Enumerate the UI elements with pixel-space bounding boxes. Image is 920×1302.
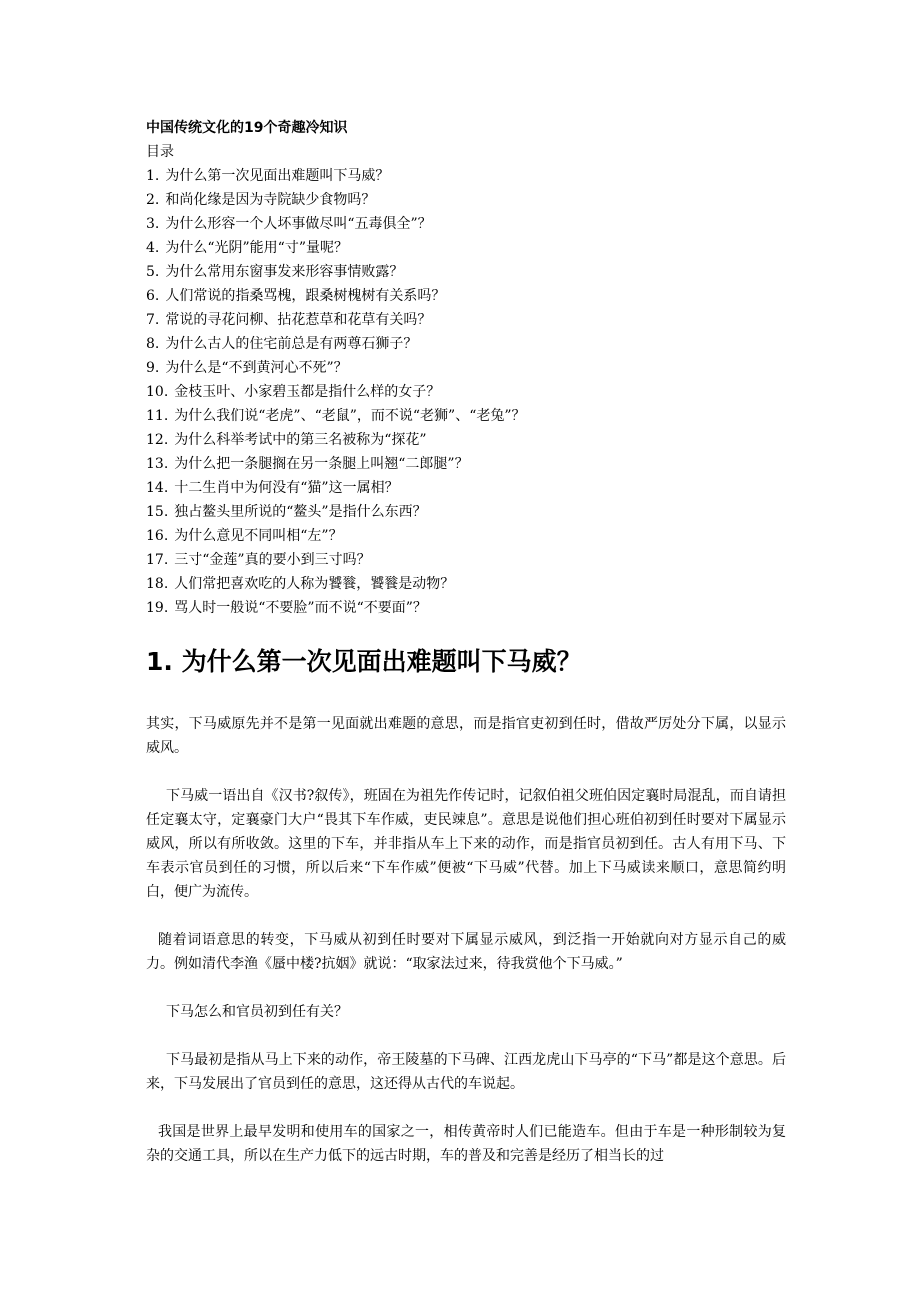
toc-item [146, 428, 786, 452]
toc-item-number: 2. [146, 192, 160, 208]
body-paragraph: 随着词语意思的转变，下马威从初到任时要对下属显示威风，到泛指一开始就向对方显示自己的威力。例如清代李渔《蜃中楼?抗姻》就说：“取家法过来，待我赏他个下马威。” [146, 932, 786, 972]
toc-item-number: 1. [146, 168, 160, 184]
document-content [146, 116, 786, 1192]
toc-item [146, 188, 786, 212]
toc-item-number: 18. [146, 576, 169, 592]
toc-item-text: 为什么“光阴”能用“寸”量呢？ [165, 240, 348, 256]
toc-item [146, 572, 786, 596]
toc-item-number: 3. [146, 216, 160, 232]
toc-item-text: 和尚化缘是因为寺院缺少食物吗？ [165, 192, 376, 208]
toc-item-number: 9. [146, 360, 160, 376]
toc-item-number: 13. [146, 456, 169, 472]
toc-item-number: 7. [146, 312, 160, 328]
toc-item [146, 332, 786, 356]
toc-item [146, 500, 786, 524]
section-title: 1. 为什么第一次见面出难题叫下马威？ [146, 647, 582, 676]
toc-item [146, 236, 786, 260]
toc-item-number: 15. [146, 504, 169, 520]
toc-item-number: 8. [146, 336, 160, 352]
toc-item [146, 260, 786, 284]
toc-item [146, 164, 786, 188]
toc-item-text: 为什么形容一个人坏事做尽叫“五毒俱全”？ [165, 216, 432, 232]
toc-item [146, 524, 786, 548]
toc-item-number: 11. [146, 408, 169, 424]
toc-item-text: 为什么科举考试中的第三名被称为“探花” [174, 432, 427, 448]
toc-item-text: 常说的寻花问柳、拈花惹草和花草有关吗？ [165, 312, 432, 328]
table-of-contents [146, 164, 786, 620]
toc-item [146, 308, 786, 332]
toc-item-text: 为什么第一次见面出难题叫下马威？ [165, 168, 390, 184]
toc-heading: 目录 [146, 144, 174, 160]
toc-item [146, 476, 786, 500]
toc-item-number: 10. [146, 384, 169, 400]
toc-item [146, 596, 786, 620]
toc-item-number: 5. [146, 264, 160, 280]
document-title: 中国传统文化的19个奇趣冷知识 [146, 120, 348, 136]
toc-item [146, 548, 786, 572]
toc-item-text: 独占鳌头里所说的“鳌头”是指什么东西？ [174, 504, 427, 520]
toc-item-text: 金枝玉叶、小家碧玉都是指什么样的女子？ [174, 384, 441, 400]
toc-item-text: 人们常说的指桑骂槐，跟桑树槐树有关系吗？ [165, 288, 446, 304]
toc-item-text: 十二生肖中为何没有“猫”这一属相？ [174, 480, 399, 496]
toc-item-text: 为什么常用东窗事发来形容事情败露？ [165, 264, 404, 280]
toc-item-text: 为什么意见不同叫相“左”？ [174, 528, 343, 544]
body-paragraph: 下马威一语出自《汉书?叙传》，班固在为祖先作传记时，记叙伯祖父班伯因定襄时局混乱，而自请担任定襄太守，定襄豪门大户“畏其下车作威，吏民竦息”。意思是说他们担心班伯初到任时要对下属显示威风，所以有所收敛。这里的下车，并非指从车上下来的动作，而是指官员初到任。古人有用下马、下车表示官员到任的习惯，所以后来“下车作威”便被“下马威”代替。加上下马威读来顺口，意思简约明白，便广为流传。 [146, 788, 786, 900]
toc-item-number: 6. [146, 288, 160, 304]
toc-item-number: 16. [146, 528, 169, 544]
toc-item-number: 14. [146, 480, 169, 496]
toc-item-text: 为什么把一条腿搁在另一条腿上叫翘“二郎腿”？ [174, 456, 469, 472]
toc-item-text: 为什么古人的住宅前总是有两尊石狮子？ [165, 336, 418, 352]
toc-item-text: 骂人时一般说“不要脸”而不说“不要面”？ [174, 600, 427, 616]
toc-item [146, 284, 786, 308]
body-paragraph: 下马最初是指从马上下来的动作，帝王陵墓的下马碑、江西龙虎山下马亭的“下马”都是这个意思。后来，下马发展出了官员到任的意思，这还得从古代的车说起。 [146, 1052, 786, 1092]
toc-item-text: 三寸“金莲”真的要小到三寸吗？ [174, 552, 371, 568]
toc-item [146, 404, 786, 428]
toc-item [146, 452, 786, 476]
toc-item-number: 17. [146, 552, 169, 568]
toc-item-text: 人们常把喜欢吃的人称为饕餮，饕餮是动物？ [174, 576, 455, 592]
body-paragraph: 下马怎么和官员初到任有关？ [166, 1004, 348, 1020]
toc-item-text: 为什么是“不到黄河心不死”？ [165, 360, 348, 376]
toc-item [146, 212, 786, 236]
body-paragraph: 其实，下马威原先并不是第一见面就出难题的意思，而是指官吏初到任时，借故严厉处分下属，以显示威风。 [146, 716, 786, 756]
toc-item-number: 4. [146, 240, 160, 256]
toc-item-number: 19. [146, 600, 169, 616]
toc-item [146, 356, 786, 380]
body-paragraph: 我国是世界上最早发明和使用车的国家之一，相传黄帝时人们已能造车。但由于车是一种形制较为复杂的交通工具，所以在生产力低下的远古时期，车的普及和完善是经历了相当长的过 [146, 1124, 786, 1164]
toc-item-number: 12. [146, 432, 169, 448]
toc-item-text: 为什么我们说“老虎”、“老鼠”，而不说“老狮”、“老兔”？ [174, 408, 526, 424]
toc-item [146, 380, 786, 404]
